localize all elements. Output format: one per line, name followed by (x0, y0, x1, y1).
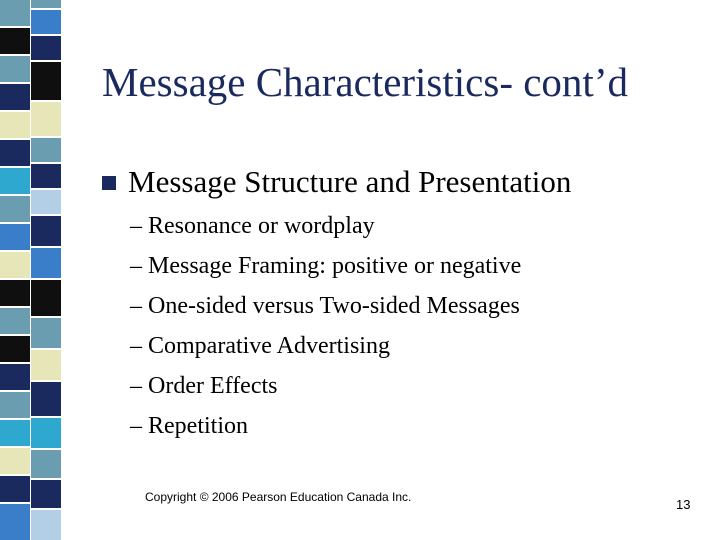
sub-item: – Message Framing: positive or negative (130, 253, 522, 279)
stripe-cell (0, 308, 31, 334)
stripe-cell (31, 350, 62, 380)
stripe-cell (0, 224, 31, 250)
stripe-cell (0, 168, 31, 194)
stripe-cell (0, 140, 31, 166)
stripe-cell (0, 112, 31, 138)
main-bullet (102, 164, 571, 200)
stripe-cell (0, 280, 31, 306)
stripe-cell (31, 382, 62, 416)
stripe-cell (0, 364, 31, 390)
sub-item: – Repetition (130, 413, 248, 439)
decorative-stripe (0, 0, 62, 540)
stripe-cell (31, 418, 62, 448)
sub-item: – Order Effects (130, 373, 278, 399)
page-number: 13 (676, 497, 691, 512)
stripe-cell (31, 62, 62, 100)
stripe-cell (31, 216, 62, 246)
sub-item: – Comparative Advertising (130, 333, 390, 359)
stripe-cell (0, 0, 31, 26)
square-bullet-icon (102, 176, 116, 190)
stripe-cell (31, 36, 62, 60)
stripe-cell (31, 0, 62, 8)
slide-title: Message Characteristics- cont’d (102, 59, 628, 105)
stripe-cell (0, 448, 31, 474)
copyright-notice: Copyright © 2006 Pearson Education Canada Inc. (145, 490, 412, 504)
stripe-cell (31, 280, 62, 316)
stripe-cell (0, 504, 31, 540)
stripe-cell (0, 84, 31, 110)
stripe-cell (31, 138, 62, 162)
stripe-cell (31, 164, 62, 188)
stripe-cell (31, 190, 62, 214)
stripe-cell (0, 392, 31, 418)
stripe-cell (0, 336, 31, 362)
stripe-cell (0, 476, 31, 502)
stripe-cell (31, 248, 62, 278)
stripe-cell (31, 318, 62, 348)
stripe-cell (31, 10, 62, 34)
main-bullet-text: Message Structure and Presentation (128, 164, 572, 199)
stripe-cell (0, 196, 31, 222)
stripe-cell (0, 252, 31, 278)
sub-item: – Resonance or wordplay (130, 213, 375, 239)
stripe-cell (31, 102, 62, 136)
stripe-cell (0, 420, 31, 446)
sub-item: – One-sided versus Two-sided Messages (130, 293, 520, 319)
stripe-cell (0, 28, 31, 54)
stripe-cell (31, 450, 62, 478)
stripe-cell (31, 510, 62, 540)
stripe-cell (31, 480, 62, 508)
stripe-cell (0, 56, 31, 82)
